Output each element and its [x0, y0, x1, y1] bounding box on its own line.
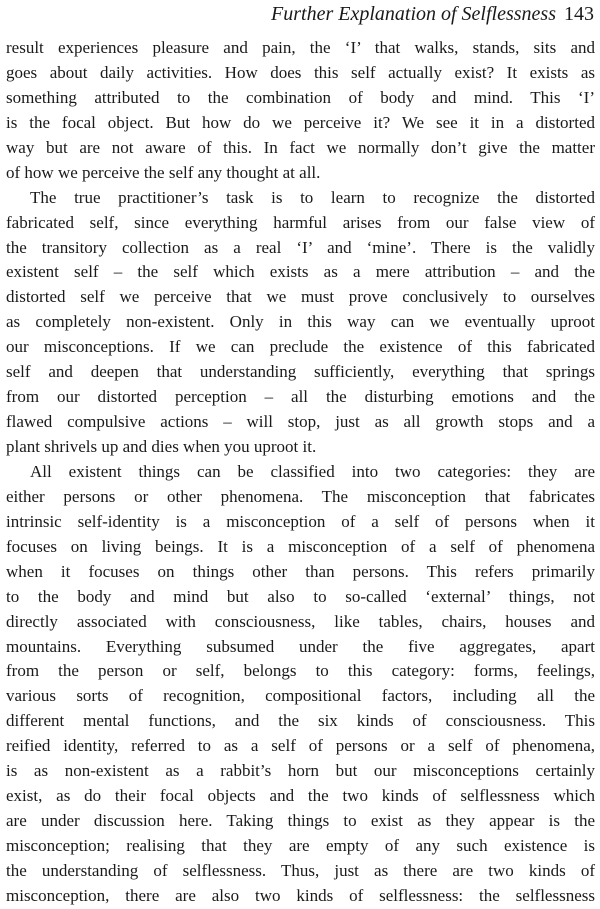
text-line: misconception; realising that they are empty of any such existence is: [6, 836, 595, 855]
text-line: to the body and mind but also to so-called ‘external’ things, not: [6, 586, 595, 606]
text-line: from the person or self, belongs to this category: forms, feelings,: [6, 661, 595, 681]
running-header: [271, 2, 594, 26]
text-line: self and deepen that understanding sufficiently, everything that springs: [6, 362, 595, 382]
text-line: something attributed to the combination of body and mind. This ‘I’: [6, 87, 595, 107]
text-line: directly associated with consciousness, like tables, chairs, houses and: [6, 611, 595, 631]
text-line: goes about daily activities. How does this self actually exist? It exists as: [6, 62, 595, 82]
text-line: focuses on living beings. It is a misconception of a self of phenomena: [6, 536, 595, 556]
text-line: misconception, there are also two kinds of selflessness: the selflessness: [6, 885, 595, 905]
text-line: is the focal object. But how do we perceive it? We see it in a distorted: [6, 112, 595, 132]
text-line: mountains. Everything subsumed under the five aggregates, apart: [6, 636, 595, 656]
text-line: different mental functions, and the six kinds of consciousness. This: [6, 711, 595, 731]
text-line: either persons or other phenomena. The misconception that fabricates: [6, 486, 595, 506]
text-line: existent self – the self which exists as a mere attribution – and the: [6, 262, 595, 282]
text-line: are under discussion here. Taking things to exist as they appear is the: [6, 811, 595, 831]
text-line: various sorts of recognition, compositional factors, including all the: [6, 686, 595, 706]
page-number: 143: [564, 3, 594, 25]
text-line: from our distorted perception – all the disturbing emotions and the: [6, 387, 595, 407]
body-text: [6, 36, 595, 909]
running-title: Further Explanation of Selflessness: [271, 3, 556, 25]
text-line: All existent things can be classified into two categories: they are: [30, 461, 595, 481]
text-line: plant shrivels up and dies when you uproot it.: [6, 437, 317, 456]
text-line: of how we perceive the self any thought at all.: [6, 162, 321, 182]
text-line: flawed compulsive actions – will stop, just as all growth stops and a: [6, 412, 595, 432]
text-line: distorted self we perceive that we must prove conclusively to ourselves: [6, 287, 595, 307]
text-line: is as non-existent as a rabbit’s horn but our misconceptions certainly: [6, 761, 595, 781]
text-line: exist, as do their focal objects and the two kinds of selflessness which: [6, 786, 595, 806]
text-line: our misconceptions. If we can preclude the existence of this fabricated: [6, 337, 595, 357]
text-line: result experiences pleasure and pain, the ‘I’ that walks, stands, sits and: [6, 38, 595, 57]
text-line: the understanding of selflessness. Thus, just as there are two kinds of: [6, 860, 595, 880]
text-line: when it focuses on things other than persons. This refers primarily: [6, 561, 595, 581]
text-line: the transitory collection as a real ‘I’ and ‘mine’. There is the validly: [6, 237, 595, 257]
text-line: as completely non-existent. Only in this way can we eventually uproot: [6, 312, 595, 332]
text-line: fabricated self, since everything harmful arises from our false view of: [6, 212, 595, 232]
text-line: intrinsic self-identity is a misconception of a self of persons when it: [6, 511, 595, 531]
text-line: reified identity, referred to as a self of persons or a self of phenomena,: [6, 736, 595, 756]
text-line: The true practitioner’s task is to learn to recognize the distorted: [30, 187, 595, 207]
text-line: way but are not aware of this. In fact we normally don’t give the matter: [6, 137, 595, 157]
